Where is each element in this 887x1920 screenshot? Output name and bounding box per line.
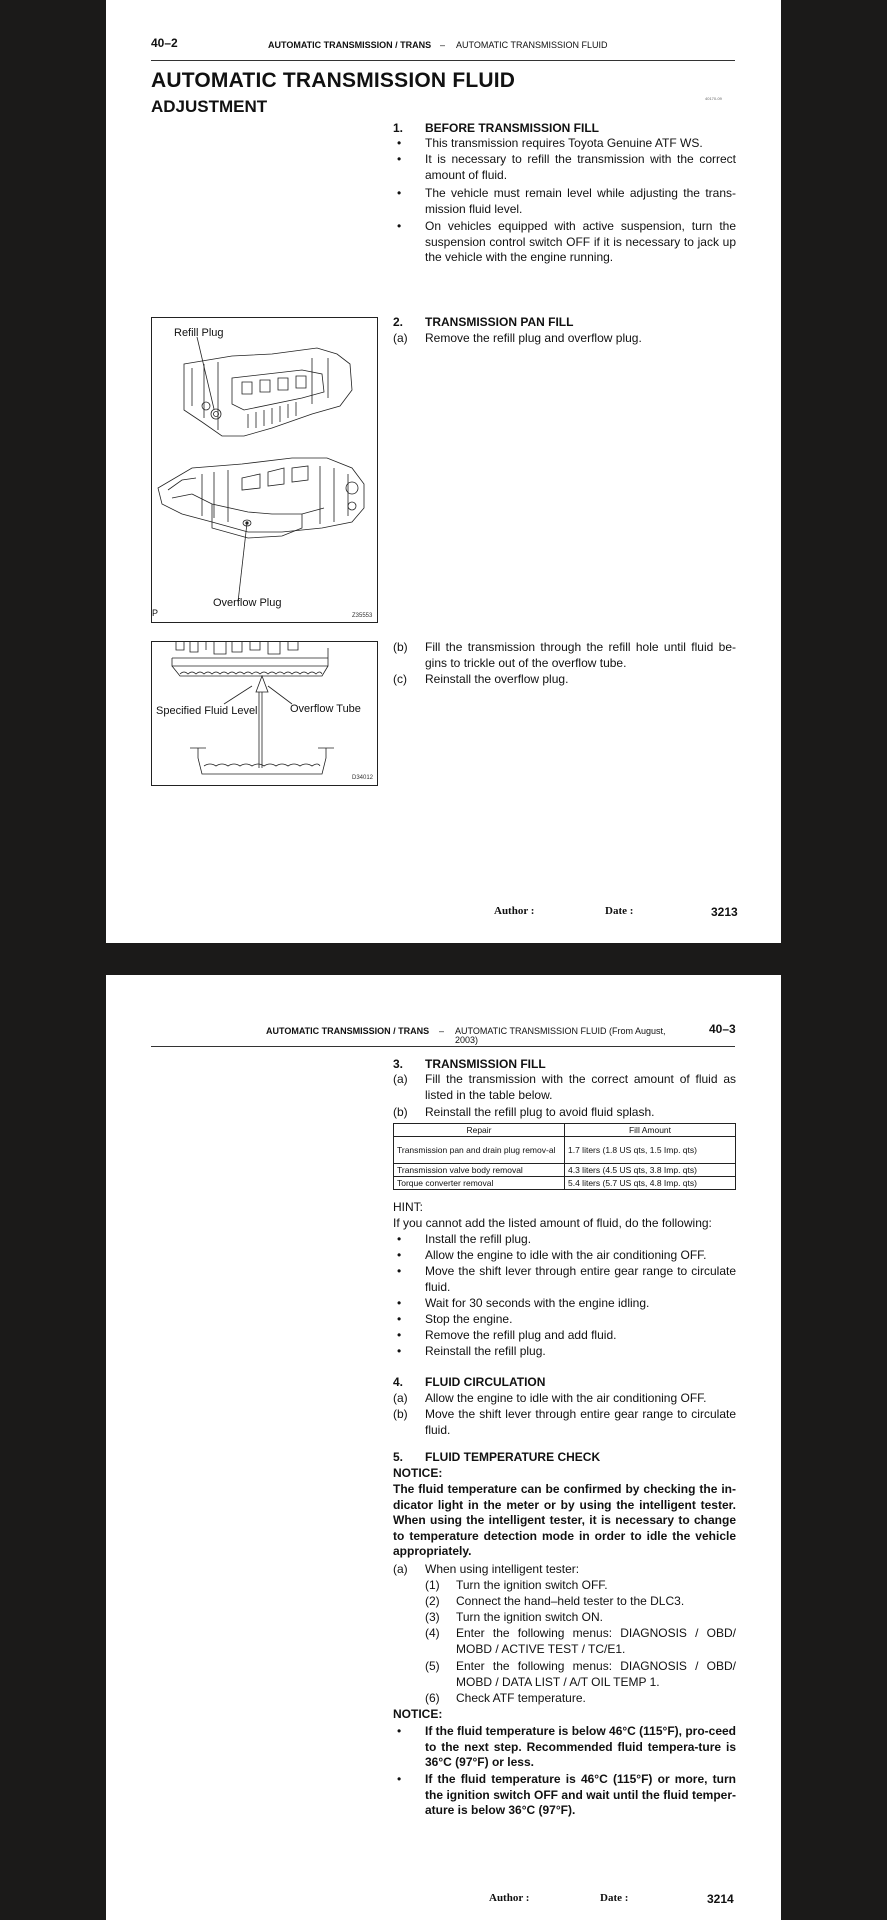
label-overflow-plug: Overflow Plug [213,597,282,609]
substep-number: (5) [425,1659,440,1673]
bullet-dot: • [397,1312,402,1326]
manual-page-40-2 [106,0,781,943]
step-3-number: 3. [393,1057,404,1071]
step-4-heading: FLUID CIRCULATION [425,1375,546,1389]
page-number: 40–3 [709,1022,736,1036]
step-4a-text: Allow the engine to idle with the air conditioning OFF. [425,1391,707,1405]
bullet-dot: • [397,219,402,233]
page-number: 40–2 [151,36,178,50]
step-1-number: 1. [393,121,404,135]
figure-fluid-level [151,641,378,786]
footer-date: Date : [605,905,634,917]
table-row [394,1177,736,1190]
hint-bullet: Wait for 30 seconds with the engine idling. [425,1296,650,1310]
table-cell: Torque converter removal [394,1177,565,1190]
step-3-heading: TRANSMISSION FILL [425,1057,546,1071]
header-title-cont: 2003) [455,1035,479,1045]
header-separator: – [440,40,446,50]
fill-amount-table [393,1123,736,1190]
step-5-number: 5. [393,1450,404,1464]
hint-bullet: Remove the refill plug and add fluid. [425,1328,617,1342]
hint-bullet: Stop the engine. [425,1312,513,1326]
step-3a-label: (a) [393,1072,408,1086]
header-section: AUTOMATIC TRANSMISSION / TRANS [268,40,432,50]
bullet-dot: • [397,1772,402,1786]
substep-text: Enter the following menus: DIAGNOSIS / OBD/ MOBD / ACTIVE TEST / TC/E1. [456,1626,736,1656]
step-2b-text: Fill the transmission through the refill hole until fluid be-gins to trickle out of the overflow tube. [425,640,736,670]
notice-text: The fluid temperature can be confirmed by checking the in-dicator light in the meter or by using the intelligent tester. When using the intelligent tester, it is necessary to change to temperature detection mode in order to idle the vehicle appropriately. [393,1482,736,1558]
header-separator: – [439,1026,445,1036]
step-4b-text: Move the shift lever through entire gear range to circulate fluid. [425,1407,736,1437]
substep-number: (6) [425,1691,440,1705]
hint-bullet: Move the shift lever through entire gear range to circulate fluid. [425,1264,736,1294]
hint-label: HINT: [393,1200,423,1214]
table-cell: Transmission valve body removal [394,1164,565,1177]
label-overflow-tube: Overflow Tube [290,703,361,715]
header-title: AUTOMATIC TRANSMISSION FLUID (From August, [455,1026,666,1036]
step-4b-label: (b) [393,1407,408,1421]
substep-text: Turn the ignition switch OFF. [456,1578,608,1592]
hint-bullet: Allow the engine to idle with the air conditioning OFF. [425,1248,707,1262]
step-5a-text: When using intelligent tester: [425,1562,580,1576]
substep-text: Enter the following menus: DIAGNOSIS / OBD/ MOBD / DATA LIST / A/T OIL TEMP 1. [456,1659,736,1689]
substep-number: (1) [425,1578,440,1592]
step-1-heading: BEFORE TRANSMISSION FILL [425,121,599,135]
hint-bullet: Reinstall the refill plug. [425,1344,546,1358]
figure-code: Z35553 [352,613,373,619]
manual-page-40-3 [106,975,781,1920]
bullet-dot: • [397,1328,402,1342]
step-1-bullet: The vehicle must remain level while adjusting the trans-mission fluid level. [425,186,736,216]
table-row [394,1164,736,1177]
step-1-bullet: On vehicles equipped with active suspension, turn the suspension control switch OFF if it is necessary to jack up the vehicle with the engine running. [425,219,736,264]
step-3b-label: (b) [393,1105,408,1119]
header-title: AUTOMATIC TRANSMISSION FLUID [456,40,608,50]
bullet-dot: • [397,152,402,166]
bullet-dot: • [397,136,402,150]
label-specified-fluid-level: Specified Fluid Level [156,705,258,717]
step-4-number: 4. [393,1375,404,1389]
notice-bullet: If the fluid temperature is below 46°C (115°F), pro-ceed to the next step. Recommended fluid tempera-ture is 36°C (97°F) or less. [425,1724,736,1769]
step-3a-text: Fill the transmission with the correct amount of fluid as listed in the table below. [425,1072,736,1102]
footer-page-code: 3213 [711,905,738,919]
hint-bullet: Install the refill plug. [425,1232,532,1246]
substep-text: Check ATF temperature. [456,1691,586,1705]
substep-text: Connect the hand–held tester to the DLC3. [456,1594,685,1608]
footer-author: Author : [489,1892,530,1904]
step-2a-label: (a) [393,331,408,345]
bullet-dot: • [397,1264,402,1278]
step-5-heading: FLUID TEMPERATURE CHECK [425,1450,601,1464]
table-cell: 4.3 liters (4.5 US qts, 3.8 Imp. qts) [565,1164,736,1177]
table-header-cell: Repair [394,1124,565,1137]
hint-intro: If you cannot add the listed amount of fluid, do the following: [393,1216,712,1230]
notice-label: NOTICE: [393,1707,443,1721]
figure-code: D34012 [352,775,374,781]
substep-number: (3) [425,1610,440,1624]
footer-page-code: 3214 [707,1892,734,1906]
notice-label: NOTICE: [393,1466,443,1480]
table-row [394,1137,736,1164]
figure-refill-overflow-plugs [151,317,378,623]
bullet-dot: • [397,1724,402,1738]
notice-bullet: If the fluid temperature is 46°C (115°F) or more, turn the ignition switch OFF and wait until the fluid temper-ature is below 36°C (97°F). [425,1772,736,1817]
table-cell: 1.7 liters (1.8 US qts, 1.5 Imp. qts) [565,1137,736,1164]
transmission-illustration [152,318,377,622]
bullet-dot: • [397,1344,402,1358]
step-4a-label: (a) [393,1391,408,1405]
table-cell: 5.4 liters (5.7 US qts, 4.8 Imp. qts) [565,1177,736,1190]
step-2c-text: Reinstall the overflow plug. [425,672,569,686]
substep-text: Turn the ignition switch ON. [456,1610,603,1624]
step-2a-text: Remove the refill plug and overflow plug. [425,331,642,345]
step-1-bullet: This transmission requires Toyota Genuine ATF WS. [425,136,703,150]
step-3b-text: Reinstall the refill plug to avoid fluid splash. [425,1105,655,1119]
table-cell: Transmission pan and drain plug remov-al [394,1137,565,1164]
step-2-heading: TRANSMISSION PAN FILL [425,315,574,329]
page-title: AUTOMATIC TRANSMISSION FLUID [151,69,516,92]
bullet-dot: • [397,1248,402,1262]
header-rule [151,1046,735,1047]
table-header-row [394,1124,736,1137]
page-subtitle: ADJUSTMENT [151,97,268,116]
step-2-number: 2. [393,315,404,329]
substep-number: (2) [425,1594,440,1608]
table-header-cell: Fill Amount [565,1124,736,1137]
substep-number: (4) [425,1626,440,1640]
bullet-dot: • [397,1296,402,1310]
bullet-dot: • [397,1232,402,1246]
label-refill-plug: Refill Plug [174,327,224,339]
figure-corner-mark: P [152,608,159,618]
ref-code: 40170-09 [705,96,722,101]
header-section: AUTOMATIC TRANSMISSION / TRANS [266,1026,430,1036]
step-5a-label: (a) [393,1562,408,1576]
bullet-dot: • [397,186,402,200]
step-2c-label: (c) [393,672,407,686]
footer-date: Date : [600,1892,629,1904]
footer-author: Author : [494,905,535,917]
step-1-bullet: It is necessary to refill the transmission with the correct amount of fluid. [425,152,736,182]
header-rule [151,60,735,61]
step-2b-label: (b) [393,640,408,654]
